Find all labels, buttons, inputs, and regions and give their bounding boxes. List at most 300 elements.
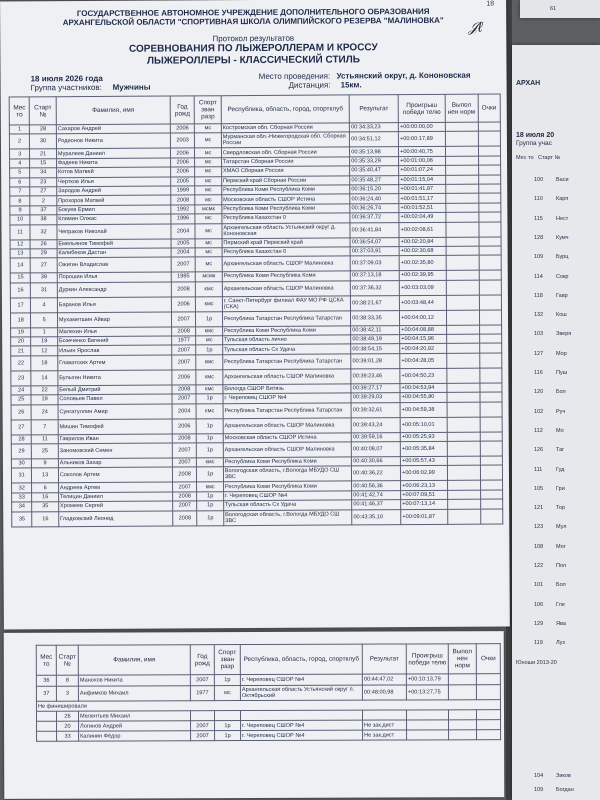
sport-rank-cell: мс (195, 248, 222, 258)
norm-cell (447, 334, 480, 344)
gap-cell: +00:09:01,87 (401, 509, 448, 524)
norm-cell (448, 499, 481, 509)
points-cell (479, 270, 502, 280)
norm-cell (446, 203, 479, 213)
place-cell: 26 (11, 405, 31, 420)
result-cell: 00:36:54,07 (350, 237, 399, 247)
start-number-cell: 14 (31, 371, 58, 386)
right-start-number: 126 (534, 447, 544, 454)
athlete-name-cell: Мишин Тимофей (58, 419, 172, 435)
athlete-name-cell: Ожигин Владислав (57, 257, 171, 273)
result-cell: 00:40:36,22 (352, 466, 401, 481)
sport-rank-cell: мс (195, 124, 222, 134)
athlete-name-cell: Булыгин Никита (58, 370, 172, 386)
table-row (12, 509, 503, 527)
region-club-cell: г. Череповец СШОР №4 (223, 393, 351, 403)
start-number-cell: 23 (30, 177, 57, 187)
athlete-name-cell: Сахаров Андрей (56, 124, 170, 134)
right-start-number: 116 (534, 370, 543, 376)
birth-year-cell: 2008 (171, 282, 196, 297)
region-club-cell: Архангельская область Устьянский округ д. Кононовская (222, 222, 350, 238)
gap-cell: +00:00:00,00 (398, 122, 445, 132)
athlete-name-cell: Бокуев Ермил (57, 205, 171, 215)
empty-cell (449, 720, 477, 730)
norm-cell (446, 325, 479, 335)
gap-cell: +00:07:09,51 (401, 490, 448, 500)
norm-cell (446, 295, 479, 310)
points-cell (478, 193, 501, 203)
distance-label: Дистанция: (288, 80, 331, 90)
birth-year-cell: 2008 (171, 195, 195, 205)
points-cell (479, 280, 502, 295)
group-label: Группа участников: (30, 82, 102, 93)
gap-cell: +00:04:20,92 (400, 344, 447, 354)
birth-year-cell: 2006 (171, 297, 196, 312)
result-cell: 00:38:21,67 (351, 295, 400, 310)
norm-cell (445, 147, 478, 157)
result-cell: 00:34:51,12 (350, 132, 399, 147)
gap-cell: +00:02:35,80 (399, 256, 446, 271)
points-cell (478, 146, 501, 156)
result-cell: 00:39:29,03 (351, 393, 400, 403)
result-cell: 00:40:56,36 (352, 481, 401, 491)
start-number-cell: 28 (30, 125, 57, 135)
sport-rank-cell: 1р (215, 731, 241, 741)
competition-line-1: СОРЕВНОВАНИЯ ПО ЛЫЖЕРОЛЛЕРАМ И КРОССУ (128, 42, 378, 55)
birth-year-cell: 1977 (190, 686, 214, 701)
result-cell: 00:35:33,29 (350, 156, 399, 166)
result-cell: 00:36:15,20 (350, 185, 399, 195)
sport-rank-cell: 1р (215, 721, 241, 731)
result-cell: 00:41:46,37 (352, 500, 401, 510)
result-cell: 00:37:36,32 (350, 280, 399, 295)
place-cell: 21 (11, 346, 31, 356)
start-number-cell: 37 (30, 205, 57, 215)
place-cell (36, 711, 56, 721)
right-athlete-fragment: Васи (556, 177, 569, 183)
place-cell: 30 (11, 459, 31, 469)
result-cell: 00:44:47,02 (362, 674, 406, 685)
points-cell (479, 383, 502, 393)
athlete-name-cell: Родионов Никита (56, 133, 170, 149)
place-cell: 36 (36, 675, 56, 686)
start-number-cell: 19 (31, 337, 58, 347)
result-cell: 00:40:30,66 (352, 457, 401, 467)
sport-rank-cell: 1р (197, 492, 224, 502)
athlete-name-cell: Мухаметшин Айвар (57, 312, 171, 328)
region-club-cell: Архангельская область СШОР Малиновка (222, 281, 350, 297)
result-cell: 00:38:54,15 (351, 344, 400, 354)
athlete-name-cell: Соловьев Павел (58, 394, 172, 404)
norm-cell (446, 270, 479, 280)
org-line-1: ГОСУДАРСТВЕННОЕ АВТОНОМНОЕ УЧРЕЖДЕНИЕ ДОПОЛНИТЕЛЬНОГО ОБРАЗОВАНИЯ (76, 6, 430, 19)
place-cell: 28 (11, 435, 31, 445)
sport-rank-cell: кмс (196, 370, 223, 385)
right-athlete-fragment: Бурц (556, 254, 569, 261)
sport-rank-cell: 1р (214, 675, 240, 686)
norm-cell (446, 165, 479, 175)
right-athlete-fragment: Ява (556, 620, 566, 627)
place-cell: 8 (10, 196, 30, 206)
region-club-cell (240, 710, 362, 720)
gap-cell: +00:06:23,13 (401, 481, 448, 491)
right-start-number: 102 (534, 408, 544, 415)
gap-cell: +00:01:07,24 (399, 166, 446, 176)
place-cell: 37 (36, 686, 56, 701)
norm-cell (446, 246, 479, 256)
col-norm: Выпол нен норм (448, 644, 476, 674)
birth-year-cell: 2004 (171, 223, 196, 238)
start-number-cell: 25 (32, 444, 59, 459)
norm-cell (447, 392, 480, 402)
norm-cell (445, 122, 478, 132)
gap-cell: +00:01:52,51 (399, 203, 446, 213)
place-cell: 1 (9, 125, 29, 135)
region-club-cell: Вологодская область, г.Вологда МБУДО СШ ЗВС (224, 510, 352, 526)
points-cell (479, 295, 502, 310)
points-cell (480, 456, 503, 466)
place-cell: 13 (10, 249, 30, 259)
empty-cell (477, 720, 501, 730)
region-club-cell: г. Череповец СШОР №4 (240, 674, 362, 685)
right-athlete-fragment: Карп (556, 196, 569, 203)
sport-rank-cell: 1р (196, 345, 223, 355)
right-start-number: 127 (534, 350, 544, 357)
birth-year-cell: 2008 (172, 385, 196, 395)
right-start-number: 115 (534, 215, 543, 222)
birth-year-cell: 1996 (171, 214, 195, 224)
region-club-cell: Архангельская область СШОР Малиновка (223, 442, 351, 458)
sport-rank-cell (214, 711, 240, 721)
col-rank: Спорт зван разр (195, 96, 222, 124)
right-title-fragment: АРХАН (516, 80, 541, 87)
sport-rank-cell: кмс (196, 403, 223, 418)
start-number-cell: 35 (32, 502, 59, 512)
region-club-cell: Архангельская область СШОР Малиновка (223, 369, 351, 385)
right-start-number: 120 (534, 389, 544, 396)
points-cell (479, 255, 502, 270)
venue-value: Устьянский округ, д. Кононовская (336, 70, 471, 81)
norm-cell (446, 212, 479, 222)
start-number-cell: 8 (56, 675, 78, 686)
col-place: Мес то (36, 645, 56, 675)
result-cell: 00:36:26,74 (350, 203, 399, 213)
norm-cell (447, 466, 480, 481)
result-cell: 00:35:48,27 (350, 175, 399, 185)
result-cell: 00:37:09,03 (350, 256, 399, 271)
start-number-cell: 31 (31, 282, 58, 297)
norm-cell (448, 685, 476, 700)
athlete-name-cell: Анфимков Михаил (78, 686, 190, 701)
region-club-cell: г. Череповец СШОР №4 (223, 491, 351, 501)
norm-cell (445, 156, 478, 166)
gap-cell: +00:04:53,94 (400, 383, 447, 393)
gap-cell: +00:00:17,89 (398, 132, 445, 147)
result-cell: 00:37:13,18 (350, 271, 399, 281)
right-start-number: 114 (534, 273, 543, 280)
region-club-cell: г. Череповец СШОР №4 (241, 730, 363, 740)
col-region: Республика, область, город, спортклуб (240, 644, 362, 674)
place-cell: 15 (10, 273, 30, 283)
gap-cell: +00:02:08,61 (399, 222, 446, 237)
gap-cell: +00:04:55,80 (400, 393, 447, 403)
right-athlete-fragment: Бол (556, 389, 566, 396)
region-club-cell: Тульская область Сх Удача (223, 344, 351, 354)
empty-cell (407, 720, 449, 730)
results-body (9, 122, 502, 527)
gap-cell: +00:04:08,88 (400, 325, 447, 335)
place-cell: 5 (10, 168, 30, 178)
birth-year-cell: 2007 (172, 458, 196, 468)
start-number-cell: 2 (30, 196, 57, 206)
start-number-cell: 16 (32, 493, 59, 503)
org-line-2: АРХАНГЕЛЬСКОЙ ОБЛАСТИ "СПОРТИВНАЯ ШКОЛА ОЛИМПИЙСКОГО РЕЗЕРВА "МАЛИНОВКА" (62, 15, 444, 28)
start-number-cell: 21 (30, 149, 57, 159)
norm-cell (446, 193, 479, 203)
birth-year-cell: 2007 (190, 675, 214, 686)
region-club-cell: г. Череповец СШОР №4 (241, 720, 363, 730)
region-club-cell: Пермский край Сборная России (222, 175, 350, 185)
right-athlete-fragment: Мул (556, 524, 567, 531)
birth-year-cell: 2008 (172, 467, 197, 482)
place-cell: 32 (12, 483, 32, 493)
gap-cell: +00:03:03,09 (399, 280, 446, 295)
athlete-name-cell: Гаврилов Иван (58, 434, 172, 444)
birth-year-cell: 2005 (171, 238, 195, 248)
result-cell: 00:38:33,35 (351, 310, 400, 325)
place-cell: 11 (10, 224, 30, 239)
points-cell (478, 122, 501, 132)
right-start-number: 111 (534, 466, 543, 473)
sport-rank-cell: 1р (197, 443, 224, 458)
place-cell: 10 (10, 215, 30, 225)
result-cell: 00:39:23,46 (351, 368, 400, 383)
points-cell (480, 441, 503, 456)
sport-rank-cell: 1р (196, 311, 223, 326)
norm-cell (448, 674, 476, 685)
gap-cell: +00:00:40,75 (399, 147, 446, 157)
start-number-cell: 32 (30, 224, 57, 239)
athlete-name-cell: Дуркин Александр (57, 282, 171, 298)
result-cell: 00:36:41,84 (350, 222, 399, 237)
norm-cell (448, 509, 481, 524)
right-athlete-fragment: Луз (556, 640, 565, 647)
athlete-name-cell: Муралеев Даниил (56, 148, 170, 158)
region-club-cell: Костромская обл. Сборная России (221, 123, 349, 133)
athlete-name-cell: Хромеев Сергей (58, 501, 172, 511)
birth-year-cell: 2007 (172, 443, 197, 458)
sport-rank-cell: кмс (196, 385, 223, 395)
start-number-cell: 33 (57, 731, 79, 741)
sport-rank-cell: кмс (196, 326, 223, 336)
continuation-header-row (36, 644, 500, 676)
place-cell: 33 (12, 493, 32, 503)
col-gap: Проигрыш победи телю (406, 644, 448, 674)
points-cell (480, 465, 503, 480)
col-points: Очки (478, 94, 501, 122)
gap-cell: +00:02:39,95 (399, 271, 446, 281)
place-cell: 27 (11, 420, 31, 435)
sport-rank-cell: кмс (197, 458, 224, 468)
sport-rank-cell: 1р (197, 467, 224, 482)
place-cell: 35 (12, 511, 32, 526)
start-number-cell: 3 (56, 686, 78, 701)
gap-cell: +00:07:13,14 (401, 500, 448, 510)
right-start-number: 110 (534, 196, 543, 203)
norm-cell (446, 175, 479, 185)
right-athlete-fragment: Сокр (556, 273, 569, 280)
gap-cell: +00:10:13,79 (406, 674, 448, 685)
result-cell: 00:35:40,47 (350, 166, 399, 176)
birth-year-cell: 2006 (170, 148, 194, 158)
start-number-cell: 5 (31, 312, 58, 327)
right-start-number: 122 (534, 563, 544, 569)
place-cell: 6 (10, 177, 30, 187)
athlete-name-cell: Котов Матвей (56, 167, 170, 177)
gap-cell: +00:05:57,43 (400, 456, 447, 466)
right-athlete-fragment: Пуш (556, 370, 568, 376)
birth-year-cell: 2003 (170, 133, 195, 148)
sport-rank-cell: мс (195, 186, 222, 196)
right-athlete-fragment: Богдан (556, 787, 574, 793)
points-cell (479, 237, 502, 247)
region-club-cell: Архангельская область СШОР Малиновка (223, 418, 351, 434)
region-club-cell: Московская область СШОР Истина (223, 433, 351, 443)
athlete-name-cell: Прохоров Матвей (57, 195, 171, 205)
athlete-name-cell: Манохов Никита (78, 675, 190, 686)
athlete-name-cell: Баранов Илья (57, 297, 171, 313)
result-cell: 00:38:49,19 (351, 335, 400, 345)
athlete-name-cell: Мелентьев Михаил (78, 711, 190, 721)
dnf-label: Не финишировали (36, 700, 500, 712)
points-cell (478, 212, 501, 222)
start-number-cell: 29 (30, 249, 57, 259)
right-start-number: 121 (534, 505, 544, 512)
right-athlete-fragment: Кумч (556, 234, 569, 241)
points-cell (478, 131, 501, 146)
col-result: Результат (362, 644, 406, 674)
signature-icon: 𝒥ℓ (468, 18, 483, 35)
norm-cell (446, 222, 479, 237)
right-athlete-fragment: Мор (556, 350, 567, 357)
right-athlete-fragment: Таг (556, 447, 565, 454)
right-start-number: 105 (534, 485, 544, 492)
start-number-cell: 16 (32, 511, 59, 526)
scrap-number: 61 (550, 6, 557, 12)
place-cell: 25 (11, 395, 31, 405)
points-cell (478, 175, 501, 185)
sport-rank-cell: мс (214, 686, 240, 701)
athlete-name-cell: Фадеев Никита (56, 158, 170, 168)
sport-rank-cell: мс (195, 167, 222, 177)
right-start-number: 109 (534, 254, 544, 261)
right-athlete-fragment: Зверя (556, 331, 572, 338)
start-number-cell: 39 (31, 273, 58, 283)
birth-year-cell: 1977 (172, 336, 196, 346)
region-club-cell: Республика Коми Республика Коми (222, 326, 350, 336)
athlete-name-cell: Калинин Фёдор (79, 731, 191, 741)
birth-year-cell: 2005 (171, 176, 195, 186)
birth-year-cell: 2007 (173, 501, 197, 511)
athlete-name-cell: Телицин Даниил (58, 492, 172, 502)
place-cell: 7 (10, 187, 30, 197)
protocol-title: Протокол результатов (212, 33, 295, 44)
right-athlete-fragment: Мо (556, 427, 564, 434)
result-cell: 00:48:00,98 (362, 685, 406, 700)
place-cell: 24 (11, 386, 31, 396)
athlete-name-cell: Андреев Артем (58, 482, 172, 492)
continuation-table (36, 643, 501, 742)
points-cell (476, 685, 500, 700)
sport-rank-cell: 1р (196, 418, 223, 433)
points-cell (478, 165, 501, 175)
place-cell: 9 (10, 206, 30, 216)
norm-cell (447, 368, 480, 383)
continuation-sheet (4, 631, 505, 799)
start-number-cell: 18 (31, 356, 58, 371)
points-cell (479, 325, 502, 335)
gap-cell: +00:02:04,49 (399, 212, 446, 222)
sport-rank-cell: мс (196, 336, 223, 346)
region-club-cell: Республика Казахстан 0 (222, 247, 350, 257)
athlete-name-cell: Логинов Андрей (79, 721, 191, 731)
col-result: Результат (349, 95, 398, 123)
birth-year-cell: 1992 (171, 205, 195, 215)
place-cell: 14 (10, 258, 30, 273)
adjacent-protocol-sheet (512, 45, 600, 800)
results-table (9, 93, 504, 527)
start-number-cell: 26 (30, 239, 57, 249)
result-cell: 00:43:35,10 (352, 509, 401, 524)
region-club-cell: Республика Коми Республика Коми (222, 204, 350, 214)
right-athlete-fragment: Гле (556, 601, 565, 608)
right-start-number: 106 (534, 601, 544, 608)
result-cell: 00:39:27,17 (351, 383, 400, 393)
region-club-cell: г. Санкт-Петербург филиал ФАУ МО РФ ЦСКА (СКА) (222, 296, 350, 312)
birth-year-cell: 2007 (171, 312, 196, 327)
place-cell: 20 (11, 337, 31, 347)
start-number-cell: 24 (31, 404, 58, 419)
right-athlete-fragment: Пол (556, 563, 567, 569)
birth-year-cell: 2008 (173, 492, 197, 502)
gap-cell: +00:06:02,99 (401, 466, 448, 481)
start-number-cell: 30 (30, 134, 57, 149)
region-club-cell: Пермский край Пермский край (222, 237, 350, 247)
sport-rank-cell: мс (195, 195, 222, 205)
norm-cell (447, 441, 480, 456)
right-start-number: 112 (534, 427, 543, 434)
right-start-number: 132 (534, 312, 544, 319)
result-cell: 00:39:32,61 (351, 402, 400, 417)
sport-rank-cell: 1р (197, 501, 224, 511)
points-cell (478, 222, 501, 237)
right-start-number: 104 (534, 773, 544, 779)
birth-year-cell (190, 711, 214, 721)
gap-cell: +00:03:48,44 (399, 295, 446, 310)
points-cell (480, 432, 503, 442)
table-row (36, 685, 500, 702)
birth-year-cell: 2006 (172, 418, 197, 433)
athlete-name-cell: Альников Захар (58, 458, 172, 468)
birth-year-cell: 2006 (170, 158, 194, 168)
start-number-cell: 7 (31, 419, 58, 434)
result-cell: Не зак.дист (363, 720, 407, 730)
gap-cell: +00:04:15,96 (400, 334, 447, 344)
start-number-cell: 38 (30, 215, 57, 225)
athlete-name-cell: Сунгатуллин Амир (58, 404, 172, 420)
col-name: Фамилия, имя (56, 96, 170, 125)
sport-rank-cell: мс (195, 133, 222, 148)
